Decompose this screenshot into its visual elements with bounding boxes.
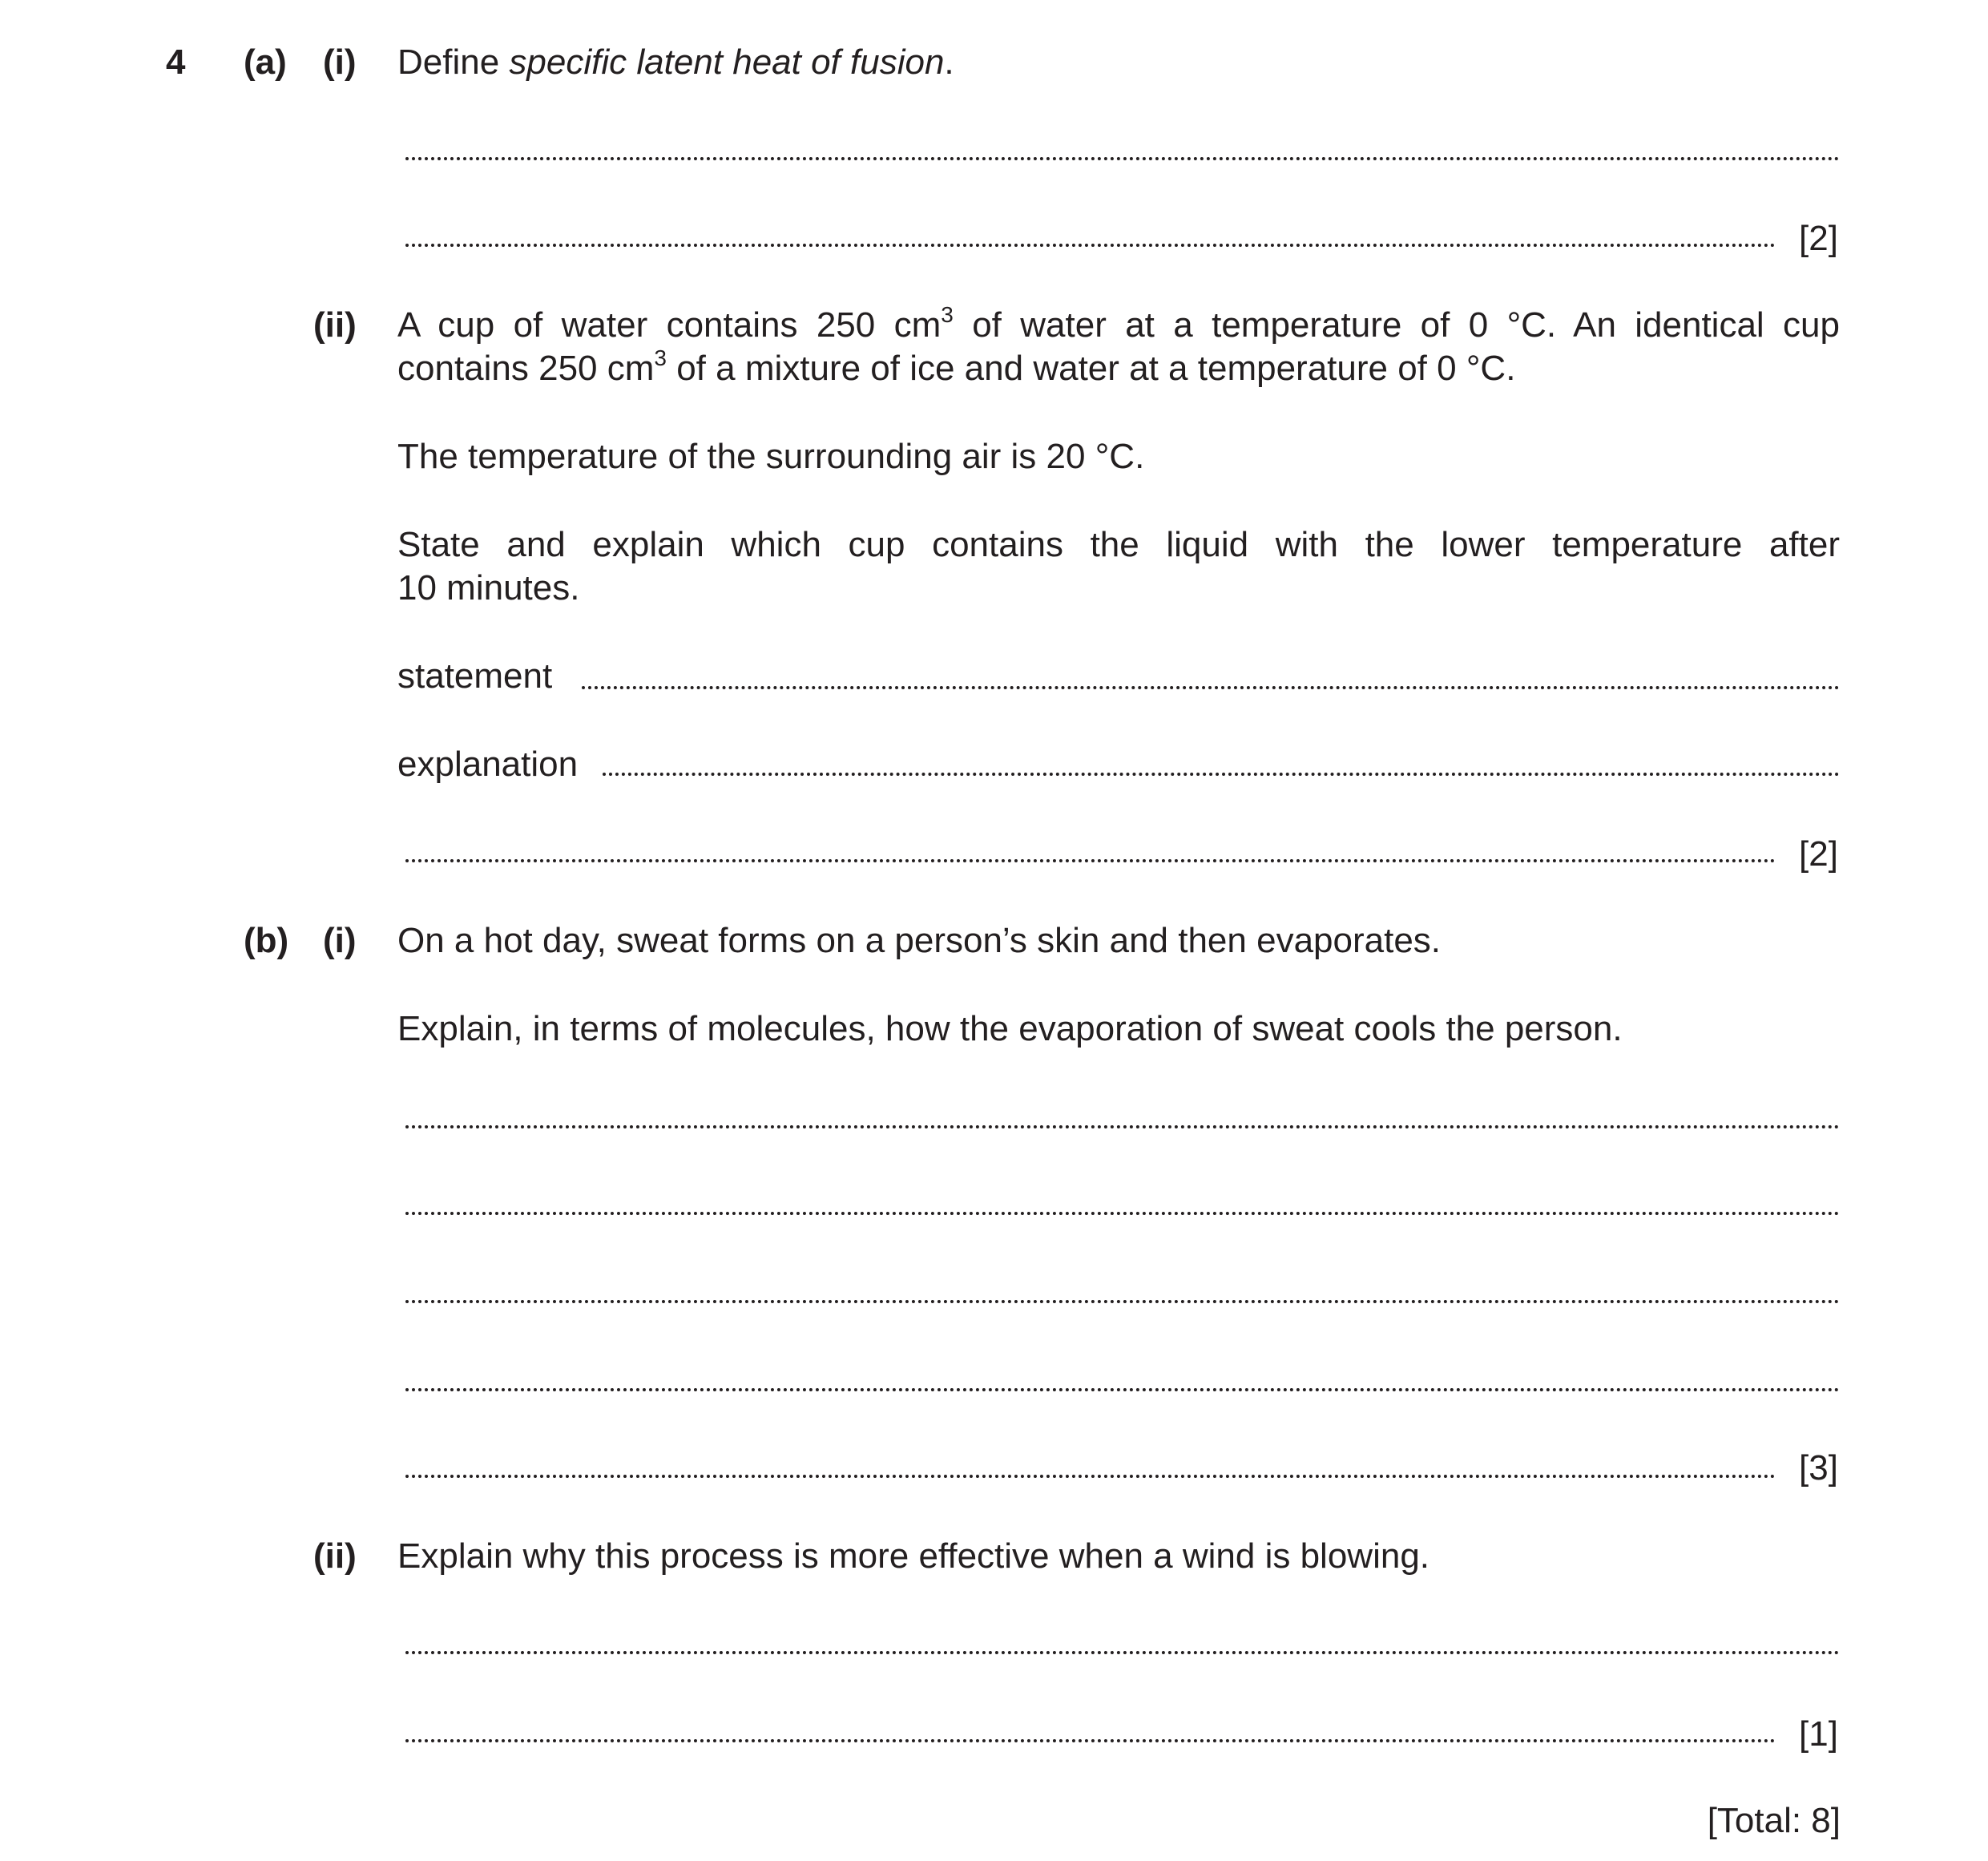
question-number: 4 (166, 42, 186, 82)
part-b-i-text1: On a hot day, sweat forms on a person’s skin and then evaporates. (397, 921, 1442, 960)
part-a-ii-air-temp: The temperature of the surrounding air is 20 °C. (397, 437, 1145, 476)
total-marks: [Total: 8] (1707, 1801, 1841, 1840)
marks-b-ii: [1] (1799, 1714, 1838, 1754)
part-b-i-label: (i) (323, 921, 357, 960)
part-b-i-text2: Explain, in terms of molecules, how the evaporation of sweat cools the person. (397, 1009, 1623, 1048)
statement-label: statement (397, 656, 553, 696)
defined-term: specific latent heat of fusion (509, 42, 945, 82)
part-a-ii-line1: A cup of water contains 250 $cm^3$ of water at a temperature of 0 °C. An identical cup (397, 302, 1841, 345)
marks-a-ii: [2] (1799, 834, 1838, 874)
answer-line-a-i-2[interactable] (405, 244, 1776, 247)
answer-line-b-ii-1[interactable] (405, 1651, 1840, 1654)
part-a-ii-task-line2: 10 minutes. (397, 568, 580, 608)
part-b-ii-text: Explain why this process is more effective when a wind is blowing. (397, 1536, 1430, 1576)
part-a-label: (a) (244, 42, 287, 82)
part-a-i-label: (i) (323, 42, 357, 82)
marks-a-i: [2] (1799, 219, 1838, 258)
part-b-ii-label: (ii) (313, 1536, 357, 1576)
part-a-i-text: Define specific latent heat of fusion. (397, 42, 954, 82)
answer-line-b-i-5[interactable] (405, 1475, 1776, 1478)
answer-line-b-i-1[interactable] (405, 1125, 1840, 1128)
answer-line-b-i-4[interactable] (405, 1388, 1840, 1391)
answer-line-b-ii-2[interactable] (405, 1739, 1776, 1742)
statement-answer-line[interactable] (582, 686, 1840, 689)
part-a-ii-task-line1: State and explain which cup contains the liquid with the lower temperature after (397, 525, 1840, 564)
part-a-ii-line2: contains 250 $cm^3$ of a mixture of ice and water at a temperature of 0 °C. (397, 345, 1516, 388)
answer-line-a-ii-3[interactable] (405, 859, 1776, 862)
explanation-answer-line[interactable] (603, 773, 1840, 776)
part-a-ii-label: (ii) (313, 305, 357, 345)
marks-b-i: [3] (1799, 1448, 1838, 1488)
answer-line-a-i-1[interactable] (405, 157, 1840, 160)
answer-line-b-i-2[interactable] (405, 1212, 1840, 1215)
answer-line-b-i-3[interactable] (405, 1300, 1840, 1303)
part-b-label: (b) (244, 921, 289, 960)
explanation-label: explanation (397, 745, 579, 784)
